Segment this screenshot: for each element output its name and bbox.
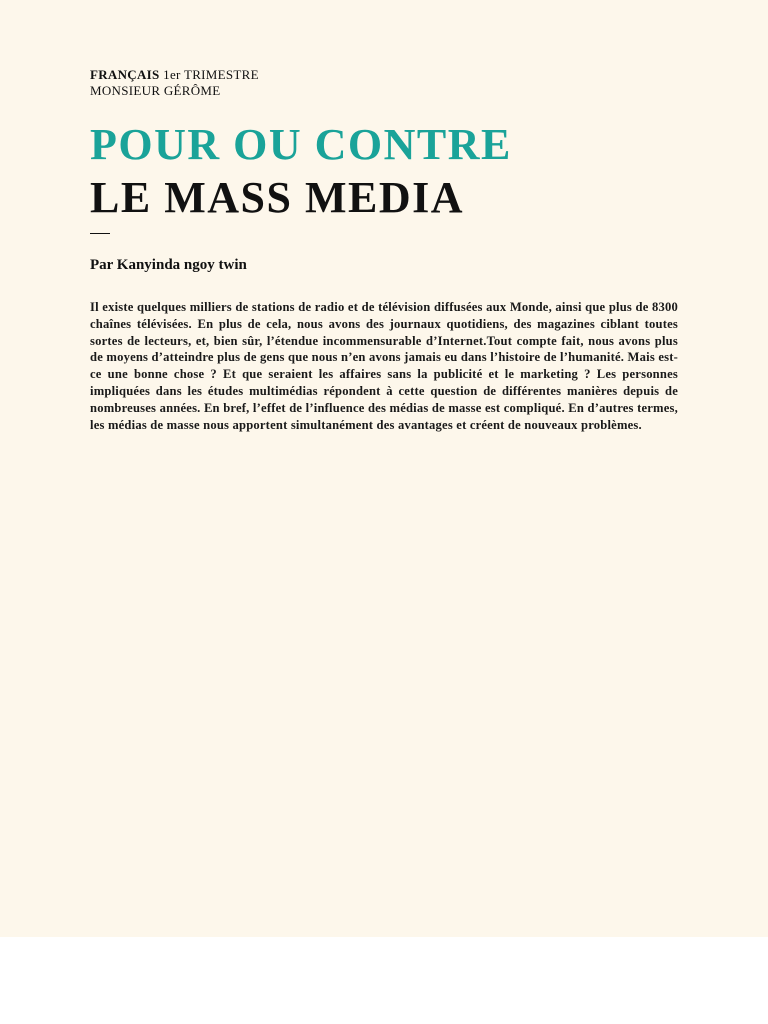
teacher-label: MONSIEUR GÉRÔME <box>90 83 221 98</box>
body-paragraph: Il existe quelques milliers de stations de radio et de télévision diffusées aux Monde, ainsi que plus de 8300 chaînes télévisées. En plus de cela, nous avons des journaux quotidiens, des magazines ciblant toutes sortes de lecteurs, et, bien sûr, l’étendue incommensurable d’Internet.Tout compte fait, nous avons plus de moyens d’atteindre plus de gens que nous n’en avons jamais eu dans l’histoire de l’humanité. Mais est-ce une bonne chose ? Et que seraient les affaires sans la publicité et le marketing ? Les personnes impliquées dans les études multimédias répondent à cette question de différentes manières depuis de nombreuses années. En bref, l’effet de l’influence des médias de masse est compliqué. En d’autres termes, les médias de masse nous apportent simultanément des avantages et créent de nouveaux problèmes. <box>90 300 678 432</box>
subject-label: FRANÇAIS <box>90 67 160 82</box>
document-header <box>90 67 259 99</box>
title-line-accent: POUR OU CONTRE <box>90 120 512 169</box>
course-line <box>90 67 259 83</box>
author-byline: Par Kanyinda ngoy twin <box>90 257 247 273</box>
title-line-main: LE MASS MEDIA <box>90 173 464 222</box>
title-divider <box>90 233 110 234</box>
term-label: 1er TRIMESTRE <box>163 67 259 82</box>
page-title <box>90 118 512 224</box>
